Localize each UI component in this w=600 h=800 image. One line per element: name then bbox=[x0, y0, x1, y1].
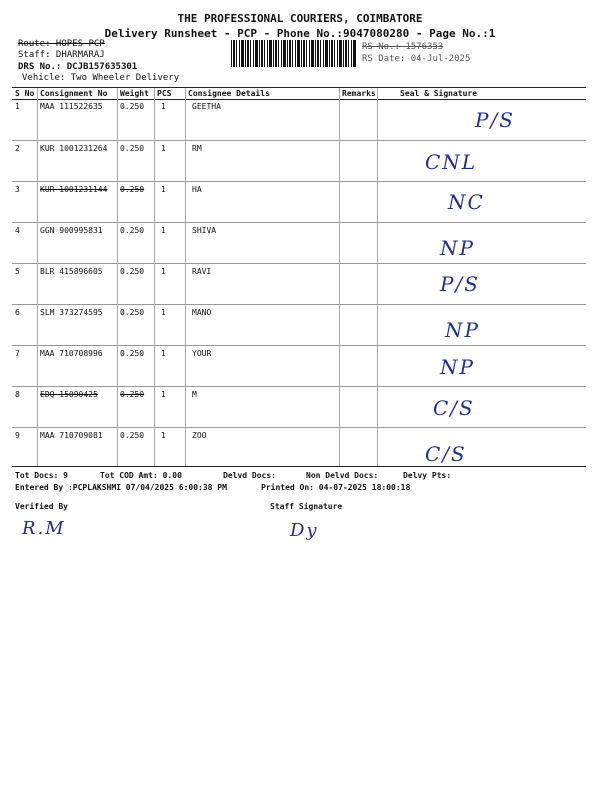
row-divider bbox=[12, 427, 586, 428]
seal-signature: NP bbox=[445, 318, 480, 342]
table-bottom-border bbox=[12, 466, 586, 467]
row-sno: 4 bbox=[15, 226, 20, 235]
row-sno: 9 bbox=[15, 431, 20, 440]
rs-date: RS Date: 04-Jul-2025 bbox=[362, 54, 471, 64]
row-pcs: 1 bbox=[161, 390, 166, 399]
row-pcs: 1 bbox=[161, 349, 166, 358]
row-sno: 2 bbox=[15, 144, 20, 153]
row-consignee: MANO bbox=[192, 308, 212, 317]
staff-signature: Dy bbox=[290, 520, 319, 541]
row-weight: 0.250 bbox=[120, 185, 145, 194]
row-weight: 0.250 bbox=[120, 144, 145, 153]
row-consignment: MAA 111522635 bbox=[40, 102, 103, 111]
printed-on: Printed On: 04-07-2025 18:00:18 bbox=[261, 483, 411, 492]
row-pcs: 1 bbox=[161, 185, 166, 194]
verified-by-label: Verified By bbox=[15, 502, 68, 511]
row-divider bbox=[12, 304, 586, 305]
row-sno: 5 bbox=[15, 267, 20, 276]
row-consignee: M bbox=[192, 390, 197, 399]
row-pcs: 1 bbox=[161, 226, 166, 235]
column-divider bbox=[377, 88, 378, 466]
row-consignment: MAA 710709081 bbox=[40, 431, 103, 440]
row-consignee: GEETHA bbox=[192, 102, 221, 111]
seal-signature: NC bbox=[448, 190, 485, 214]
column-divider bbox=[185, 88, 186, 466]
col-consignee: Consignee Details bbox=[188, 89, 270, 98]
row-consignment: SLM 373274595 bbox=[40, 308, 103, 317]
row-sno: 1 bbox=[15, 102, 20, 111]
row-consignee: RM bbox=[192, 144, 202, 153]
row-divider bbox=[12, 263, 586, 264]
col-pcs: PCS bbox=[157, 89, 172, 98]
row-consignment: BLR 415896605 bbox=[40, 267, 103, 276]
col-remarks: Remarks bbox=[342, 89, 376, 98]
company-title: THE PROFESSIONAL COURIERS, COIMBATORE bbox=[177, 12, 423, 25]
table-top-border bbox=[12, 87, 586, 88]
row-divider bbox=[12, 140, 586, 141]
seal-signature: NP bbox=[440, 236, 475, 260]
col-consignment: Consignment No bbox=[40, 89, 108, 98]
row-consignee: YOUR bbox=[192, 349, 212, 358]
column-divider bbox=[37, 88, 38, 466]
row-pcs: 1 bbox=[161, 102, 166, 111]
row-sno: 3 bbox=[15, 185, 20, 194]
drs-number: DRS No.: DCJB157635301 bbox=[18, 62, 138, 72]
seal-signature: CNL bbox=[425, 150, 478, 174]
row-weight: 0.250 bbox=[120, 226, 145, 235]
row-consignment: EDQ 15090425 bbox=[40, 390, 98, 399]
rs-number: RS No.: 1576353 bbox=[362, 42, 444, 52]
row-divider bbox=[12, 386, 586, 387]
seal-signature: C/S bbox=[433, 396, 475, 420]
row-sno: 8 bbox=[15, 390, 20, 399]
route-label: Route: HOPES PCP bbox=[18, 39, 105, 49]
verified-signature: R.M bbox=[22, 518, 66, 539]
column-divider bbox=[154, 88, 155, 466]
col-seal: Seal & Signature bbox=[400, 89, 478, 98]
total-docs: Tot Docs: 9 bbox=[15, 471, 68, 480]
column-divider bbox=[117, 88, 118, 466]
row-sno: 6 bbox=[15, 308, 20, 317]
row-pcs: 1 bbox=[161, 144, 166, 153]
barcode-icon bbox=[231, 40, 357, 67]
runsheet-subtitle: Delivery Runsheet - PCP - Phone No.:9047080280 - Page No.:1 bbox=[104, 27, 496, 40]
row-consignment: KUR 1001231144 bbox=[40, 185, 108, 194]
row-pcs: 1 bbox=[161, 431, 166, 440]
row-weight: 0.250 bbox=[120, 102, 145, 111]
seal-signature: NP bbox=[440, 355, 475, 379]
staff-label: Staff: DHARMARAJ bbox=[18, 50, 105, 60]
delivered-docs: Delvd Docs: bbox=[223, 471, 276, 480]
row-pcs: 1 bbox=[161, 308, 166, 317]
row-consignment: KUR 1001231264 bbox=[40, 144, 108, 153]
row-consignee: ZOO bbox=[192, 431, 207, 440]
vehicle-label: Vehicle: Two Wheeler Delivery bbox=[22, 73, 180, 83]
row-consignee: SHIVA bbox=[192, 226, 217, 235]
col-sno: S No bbox=[15, 89, 35, 98]
col-weight: Weight bbox=[120, 89, 149, 98]
row-weight: 0.250 bbox=[120, 349, 145, 358]
row-divider bbox=[12, 345, 586, 346]
entered-by: Entered By :PCPLAKSHMI 07/04/2025 6:00:38 PM bbox=[15, 483, 227, 492]
row-weight: 0.250 bbox=[120, 308, 145, 317]
row-consignee: HA bbox=[192, 185, 202, 194]
row-weight: 0.250 bbox=[120, 267, 145, 276]
row-consignment: MAA 710708996 bbox=[40, 349, 103, 358]
staff-signature-label: Staff Signature bbox=[270, 502, 343, 511]
seal-signature: P/S bbox=[475, 108, 515, 132]
row-sno: 7 bbox=[15, 349, 20, 358]
seal-signature: P/S bbox=[440, 272, 480, 296]
row-weight: 0.250 bbox=[120, 390, 145, 399]
row-divider bbox=[12, 222, 586, 223]
row-weight: 0.250 bbox=[120, 431, 145, 440]
seal-signature: C/S bbox=[425, 442, 467, 466]
row-consignee: RAVI bbox=[192, 267, 212, 276]
non-delivered-docs: Non Delvd Docs: bbox=[306, 471, 379, 480]
row-consignment: GGN 900995831 bbox=[40, 226, 103, 235]
row-pcs: 1 bbox=[161, 267, 166, 276]
delivery-points: Delvy Pts: bbox=[403, 471, 452, 480]
table-header-border bbox=[12, 99, 586, 100]
total-cod-amount: Tot COD Amt: 0.00 bbox=[100, 471, 182, 480]
row-divider bbox=[12, 181, 586, 182]
column-divider bbox=[339, 88, 340, 466]
